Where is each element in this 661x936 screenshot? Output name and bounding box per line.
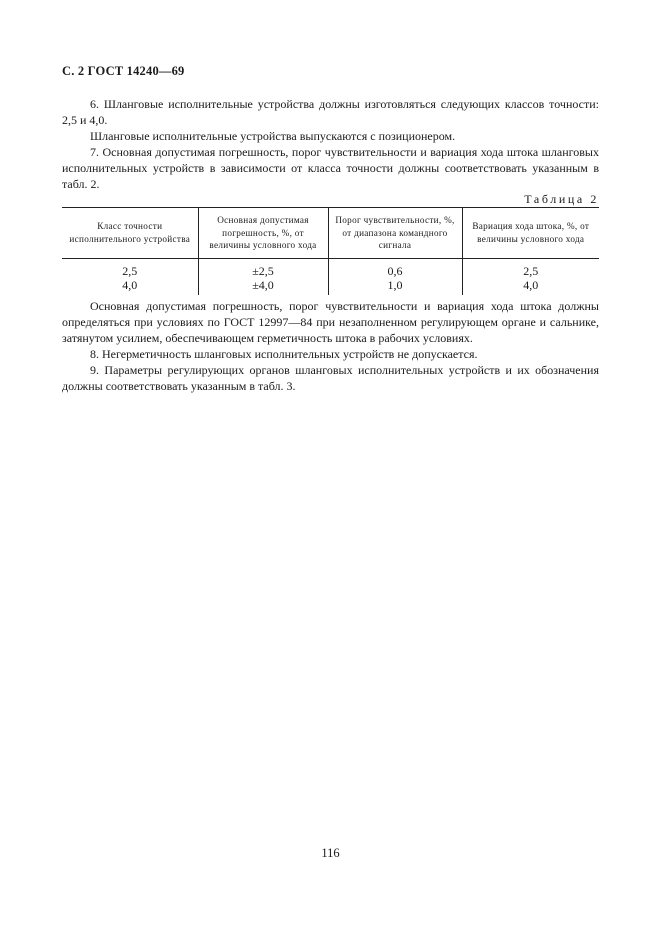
table-row (62, 277, 599, 295)
paragraph-conditions: Основная допустимая погрешность, порог чувствительности и вариация хода штока должны определяться при условиях по ГОСТ 12997—84 при незаполненном регулирующем органе и сальнике, затянутом усилием, обеспечивающем герметичность штока в рабочих условиях. (62, 299, 599, 345)
table-cell: 1,0 (328, 277, 462, 295)
table-cell: 2,5 (122, 263, 138, 278)
table-cell: 4,0 (462, 277, 599, 295)
accuracy-table (62, 207, 599, 295)
paragraph-item-8: 8. Негерметичность шланговых исполнительных устройств не допускается. (90, 347, 478, 361)
header-sensitivity-threshold: Порог чувствительности, %, от диапазона командного сигнала (328, 208, 462, 259)
paragraph-item-7: 7. Основная допустимая погрешность, порог чувствительности и вариация хода штока шланговых исполнительных устройств в зависимости от класса точности должны соответствовать указанным в табл. 2. (62, 145, 599, 191)
page-number: 116 (321, 846, 340, 860)
table-cell: 4,0 (122, 277, 138, 292)
header-stroke-variation: Вариация хода штока, %, от величины условного хода (462, 208, 599, 259)
paragraph-item-9: 9. Параметры регулирующих органов шланговых исполнительных устройств и их обозначения должны соответствовать указанным в табл. 3. (62, 363, 599, 393)
table-cell: 2,5 (462, 258, 599, 277)
table-row (62, 258, 599, 277)
table-cell: 0,6 (328, 258, 462, 277)
paragraph-item-6: 6. Шланговые исполнительные устройства должны изготовляться следующих классов точности: 2,5 и 4,0. (62, 97, 599, 127)
table-header-row (62, 208, 599, 259)
paragraph-positioner: Шланговые исполнительные устройства выпускаются с позиционером. (90, 129, 456, 143)
table-cell: ±2,5 (198, 258, 328, 277)
header-accuracy-class: Класс точности исполнительного устройства (62, 208, 198, 259)
table-cell: ±4,0 (198, 277, 328, 295)
table-label: Таблица 2 (524, 192, 599, 206)
header-basic-error: Основная допустимая погрешность, %, от величины условного хода (198, 208, 328, 259)
document-header: С. 2 ГОСТ 14240—69 (62, 64, 185, 78)
